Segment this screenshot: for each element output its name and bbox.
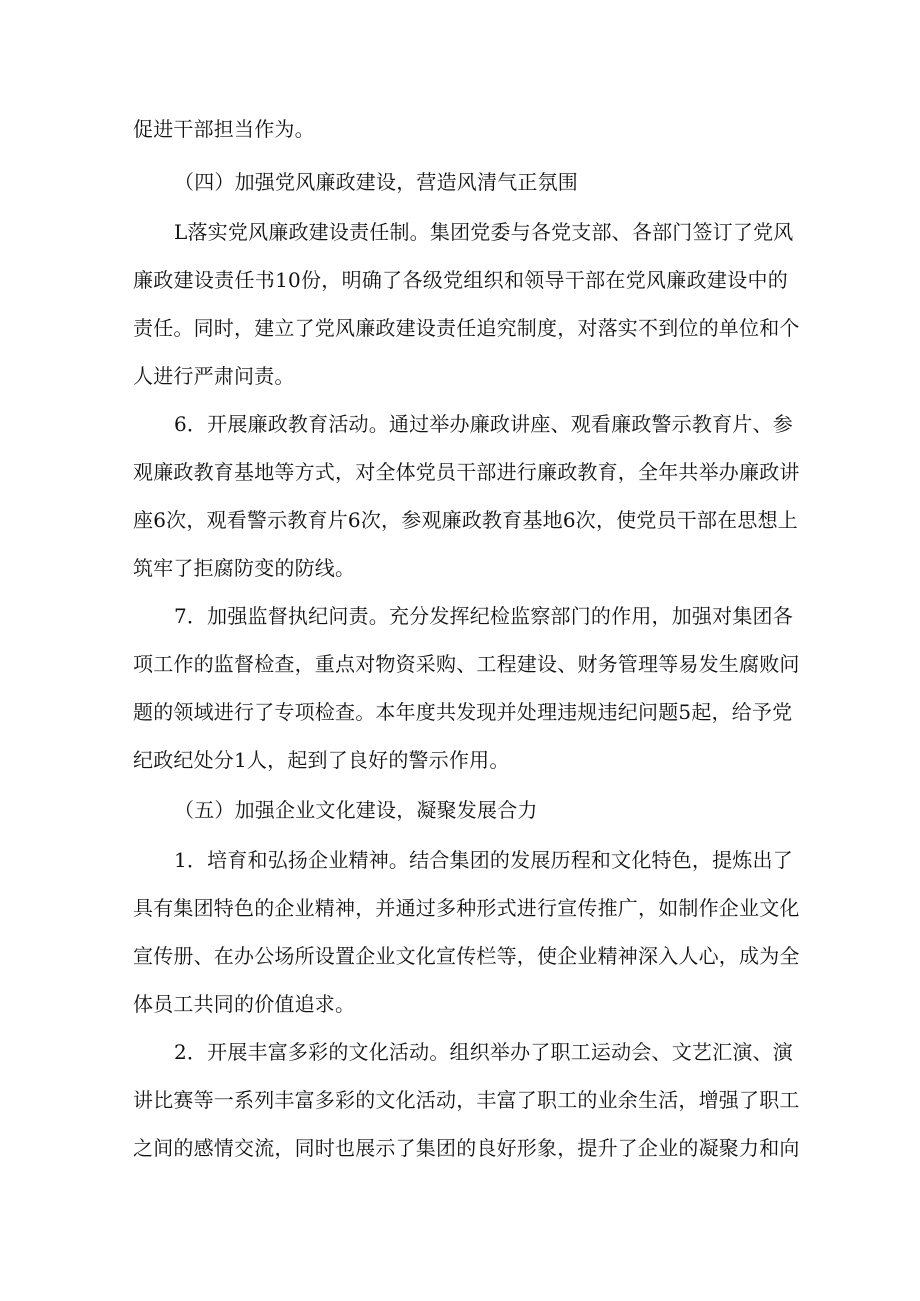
paragraph-line: 2．开展丰富多彩的文化活动。组织举办了职工运动会、文艺汇演、演: [174, 1040, 793, 1064]
paragraph-line: 1．培育和弘扬企业精神。结合集团的发展历程和文化特色，提炼出了: [174, 848, 793, 872]
paragraph-line: 人进行严肃问责。: [133, 364, 295, 388]
paragraph-line: 纪政纪处分1人，起到了良好的警示作用。: [133, 748, 510, 772]
paragraph-line: 7．加强监督执纪问责。充分发挥纪检监察部门的作用，加强对集团各: [174, 604, 793, 628]
paragraph-line: 座6次，观看警示教育片6次，参观廉政教育基地6次，使党员干部在思想上: [133, 508, 798, 532]
paragraph-line: 具有集团特色的企业精神，并通过多种形式进行宣传推广，如制作企业文化: [133, 896, 800, 920]
paragraph-line: 体员工共同的价值追求。: [133, 992, 356, 1016]
paragraph-line: 促进干部担当作为。: [133, 117, 315, 141]
section-heading: （四）加强党风廉政建设，营造风清气正氛围: [174, 170, 578, 194]
paragraph-line: 题的领域进行了专项检查。本年度共发现并处理违规违纪问题5起，给予党: [133, 700, 793, 724]
paragraph-line: 廉政建设责任书10份，明确了各级党组织和领导干部在党风廉政建设中的: [133, 268, 788, 292]
section-heading: （五）加强企业文化建设，凝聚发展合力: [174, 798, 538, 822]
paragraph-line: 宣传册、在办公场所设置企业文化宣传栏等，使企业精神深入人心，成为全: [133, 944, 800, 968]
paragraph-line: 讲比赛等一系列丰富多彩的文化活动，丰富了职工的业余生活，增强了职工: [133, 1088, 800, 1112]
paragraph-line: 项工作的监督检查，重点对物资采购、工程建设、财务管理等易发生腐败问: [133, 652, 800, 676]
paragraph-line: 筑牢了拒腐防变的防线。: [133, 556, 356, 580]
paragraph-line: L落实党风廉政建设责任制。集团党委与各党支部、各部门签订了党风: [174, 220, 794, 244]
paragraph-line: 6．开展廉政教育活动。通过举办廉政讲座、观看廉政警示教育片、参: [174, 412, 793, 436]
paragraph-line: 观廉政教育基地等方式，对全体党员干部进行廉政教育，全年共举办廉政讲: [133, 460, 800, 484]
paragraph-line: 之间的感情交流，同时也展示了集团的良好形象，提升了企业的凝聚力和向: [133, 1136, 800, 1160]
paragraph-line: 责任。同时，建立了党风廉政建设责任追究制度，对落实不到位的单位和个: [133, 316, 800, 340]
